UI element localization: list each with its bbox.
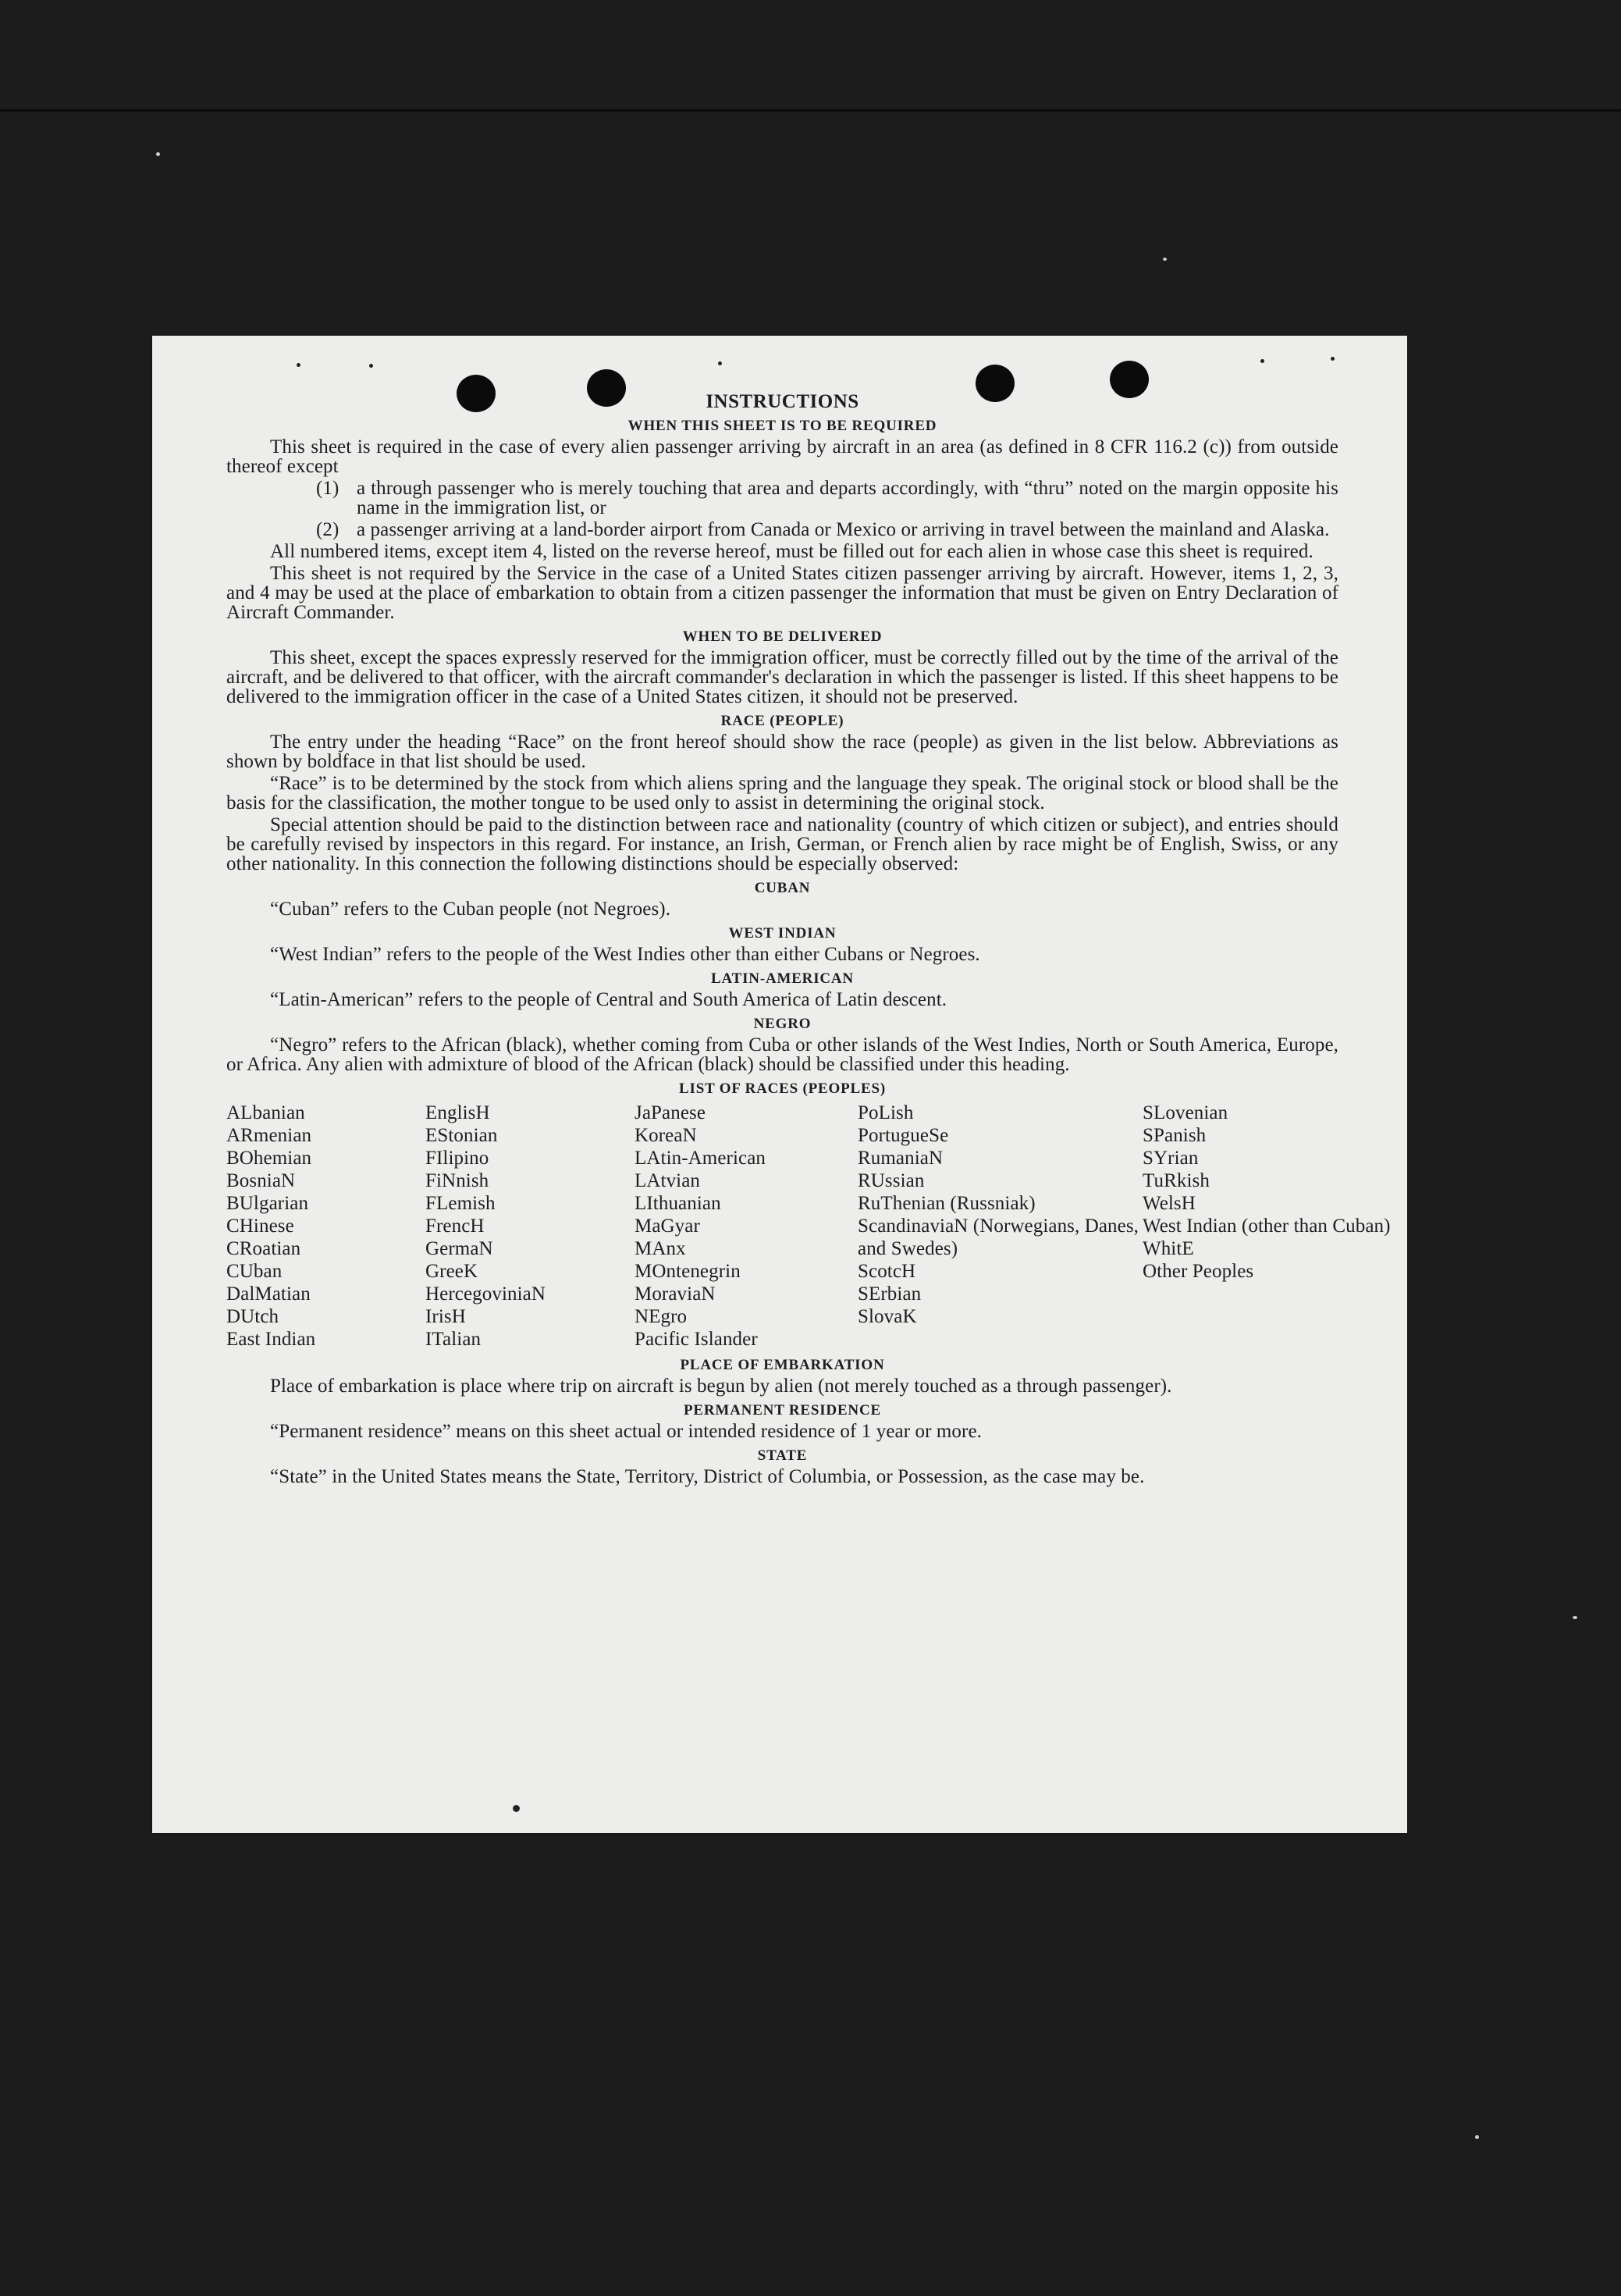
race-entry: EnglisH — [425, 1102, 490, 1123]
dust-speck — [156, 152, 160, 156]
section-heading: RACE (PEOPLE) — [720, 713, 844, 729]
race-entry: WelsH — [1143, 1193, 1196, 1214]
race-entry: ScotcH — [858, 1261, 916, 1282]
section-heading: WEST INDIAN — [728, 925, 837, 942]
section-heading: PLACE OF EMBARKATION — [680, 1357, 885, 1373]
race-column — [226, 1102, 425, 1351]
paper-mark — [297, 363, 300, 367]
dust-speck — [1475, 2135, 1479, 2139]
race-entry: East Indian — [226, 1329, 316, 1350]
race-entry: LIthuanian — [635, 1193, 721, 1214]
race-entry: HercegoviniaN — [425, 1283, 546, 1305]
race-entry: MOntenegrin — [635, 1261, 741, 1282]
paragraph: Special attention should be paid to the distinction between race and nationality (country of which citizen or subject), and entries should be carefully revised by inspectors in this regard. For instance, an Irish, German, or French alien by race might be of English, Swiss, or any other nationality. In this connection the following distinctions should be especially observed: — [226, 814, 1338, 874]
dust-speck — [1163, 258, 1167, 261]
race-entry: ScandinaviaN (Norwegians, Danes, and Swedes) — [858, 1216, 1139, 1259]
paragraph: This sheet is not required by the Service in the case of a United States citizen passenger arriving by aircraft. However, items 1, 2, 3, and 4 may be used at the place of embarkation to obtain from a citizen passenger the information that must be given on Entry Declaration of Aircraft Commander. — [226, 563, 1338, 623]
paragraph: “Negro” refers to the African (black), whether coming from Cuba or other islands of the West Indies, North or South America, Europe, or Africa. Any alien with admixture of blood of the African (black) should be classified under this heading. — [226, 1034, 1338, 1075]
race-entry: RUssian — [858, 1170, 925, 1191]
race-column — [635, 1102, 858, 1351]
paragraph: “State” in the United States means the State, Territory, District of Columbia, or Possession, as the case may be. — [270, 1466, 1145, 1487]
race-entry: SPanish — [1143, 1125, 1207, 1146]
paragraph: All numbered items, except item 4, listed on the reverse hereof, must be filled out for each alien in whose case this sheet is required. — [270, 541, 1314, 562]
race-entry: NEgro — [635, 1306, 688, 1327]
paragraph: Place of embarkation is place where trip on aircraft is begun by alien (not merely touched as a through passenger). — [270, 1376, 1172, 1397]
race-entry: FIlipino — [425, 1148, 489, 1169]
race-entry: IrisH — [425, 1306, 466, 1327]
dust-speck — [1573, 1616, 1577, 1619]
race-entry: ITalian — [425, 1329, 482, 1350]
race-entry: Other Peoples — [1143, 1261, 1254, 1282]
race-entry: Pacific Islander — [635, 1329, 758, 1350]
race-entry: CRoatian — [226, 1238, 301, 1259]
race-entry: MaGyar — [635, 1216, 700, 1237]
item-number: (2) — [316, 519, 339, 540]
section-heading: CUBAN — [754, 880, 811, 896]
section-heading: LATIN-AMERICAN — [711, 970, 854, 987]
paragraph: The entry under the heading “Race” on the front hereof should show the race (people) as given in the list below. Abbreviations as shown by boldface in that list should be used. — [226, 732, 1338, 772]
paper-mark — [718, 361, 722, 365]
race-entry: DalMatian — [226, 1283, 311, 1305]
race-column — [1143, 1102, 1391, 1351]
race-entry: DUtch — [226, 1306, 279, 1327]
race-entry: RuThenian (Russniak) — [858, 1193, 1036, 1214]
section-heading: WHEN TO BE DELIVERED — [682, 628, 883, 645]
section-heading: NEGRO — [753, 1016, 812, 1032]
race-entry: SYrian — [1143, 1148, 1199, 1169]
race-entry: KoreaN — [635, 1125, 697, 1146]
paper-mark — [513, 1805, 520, 1812]
race-entry: GermaN — [425, 1238, 493, 1259]
section-heading: WHEN THIS SHEET IS TO BE REQUIRED — [627, 418, 937, 434]
paper-mark — [1260, 359, 1264, 363]
race-column — [858, 1102, 1143, 1351]
race-entry: BUlgarian — [226, 1193, 309, 1214]
race-entry: LAtvian — [635, 1170, 701, 1191]
paragraph: “Latin-American” refers to the people of Central and South America of Latin descent. — [270, 989, 947, 1010]
race-entry: ALbanian — [226, 1102, 305, 1123]
race-entry: EStonian — [425, 1125, 498, 1146]
item-number: (1) — [316, 478, 339, 499]
races-heading: LIST OF RACES (PEOPLES) — [679, 1080, 886, 1097]
race-entry: ARmenian — [226, 1125, 312, 1146]
race-entry: FLemish — [425, 1193, 496, 1214]
numbered-item — [316, 479, 1338, 518]
race-entry: RumaniaN — [858, 1148, 944, 1169]
race-column — [425, 1102, 635, 1351]
item-text: a passenger arriving at a land-border airport from Canada or Mexico or arriving in travel between the mainland and Alaska. — [357, 519, 1330, 540]
race-entry: CUban — [226, 1261, 283, 1282]
paragraph: “Cuban” refers to the Cuban people (not Negroes). — [270, 899, 671, 920]
race-entry: BosniaN — [226, 1170, 296, 1191]
race-entry: CHinese — [226, 1216, 294, 1237]
race-entry: GreeK — [425, 1261, 478, 1282]
paper-mark — [369, 364, 373, 368]
race-entry: FrencH — [425, 1216, 485, 1237]
page-title: INSTRUCTIONS — [706, 391, 859, 412]
paper-mark — [1331, 357, 1335, 361]
race-entry: MoraviaN — [635, 1283, 716, 1305]
section-heading: STATE — [757, 1447, 808, 1464]
race-entry: SlovaK — [858, 1306, 917, 1327]
section-heading: PERMANENT RESIDENCE — [684, 1402, 881, 1419]
race-entry: TuRkish — [1143, 1170, 1210, 1191]
race-entry: BOhemian — [226, 1148, 312, 1169]
paragraph: This sheet, except the spaces expressly reserved for the immigration officer, must be correctly filled out by the time of the arrival of the aircraft, and be delivered to that officer, with the aircraft commander's declaration in which the passenger is listed. If this sheet happens to be delivered to the immigration officer in the case of a United States citizen, it should not be preserved. — [226, 647, 1338, 707]
race-entry: PortugueSe — [858, 1125, 949, 1146]
race-list — [226, 1102, 1391, 1351]
race-entry: LAtin-American — [635, 1148, 766, 1169]
race-entry: FiNnish — [425, 1170, 489, 1191]
instructions-content — [226, 391, 1391, 1489]
race-entry: SLovenian — [1143, 1102, 1228, 1123]
race-entry: PoLish — [858, 1102, 914, 1123]
paragraph: This sheet is required in the case of every alien passenger arriving by aircraft in an area (as defined in 8 CFR 116.2 (c)) from outside thereof except — [226, 436, 1338, 477]
numbered-item — [316, 520, 1338, 539]
paragraph: “West Indian” refers to the people of the West Indies other than either Cubans or Negroes. — [270, 944, 980, 965]
race-entry: WhitE — [1143, 1238, 1194, 1259]
race-entry: West Indian (other than Cuban) — [1143, 1216, 1391, 1237]
item-text: a through passenger who is merely touching that area and departs accordingly, with “thru” noted on the margin opposite his name in the immigration list, or — [357, 478, 1338, 518]
race-entry: SErbian — [858, 1283, 922, 1305]
document-page — [152, 336, 1407, 1833]
paragraph: “Race” is to be determined by the stock from which aliens spring and the language they speak. The original stock or blood shall be the basis for the classification, the mother tongue to be used only to assist in determining the original stock. — [226, 773, 1338, 813]
race-entry: MAnx — [635, 1238, 686, 1259]
paragraph: “Permanent residence” means on this sheet actual or intended residence of 1 year or more. — [270, 1421, 982, 1442]
race-entry: JaPanese — [635, 1102, 706, 1123]
film-edge-line — [0, 109, 1621, 112]
